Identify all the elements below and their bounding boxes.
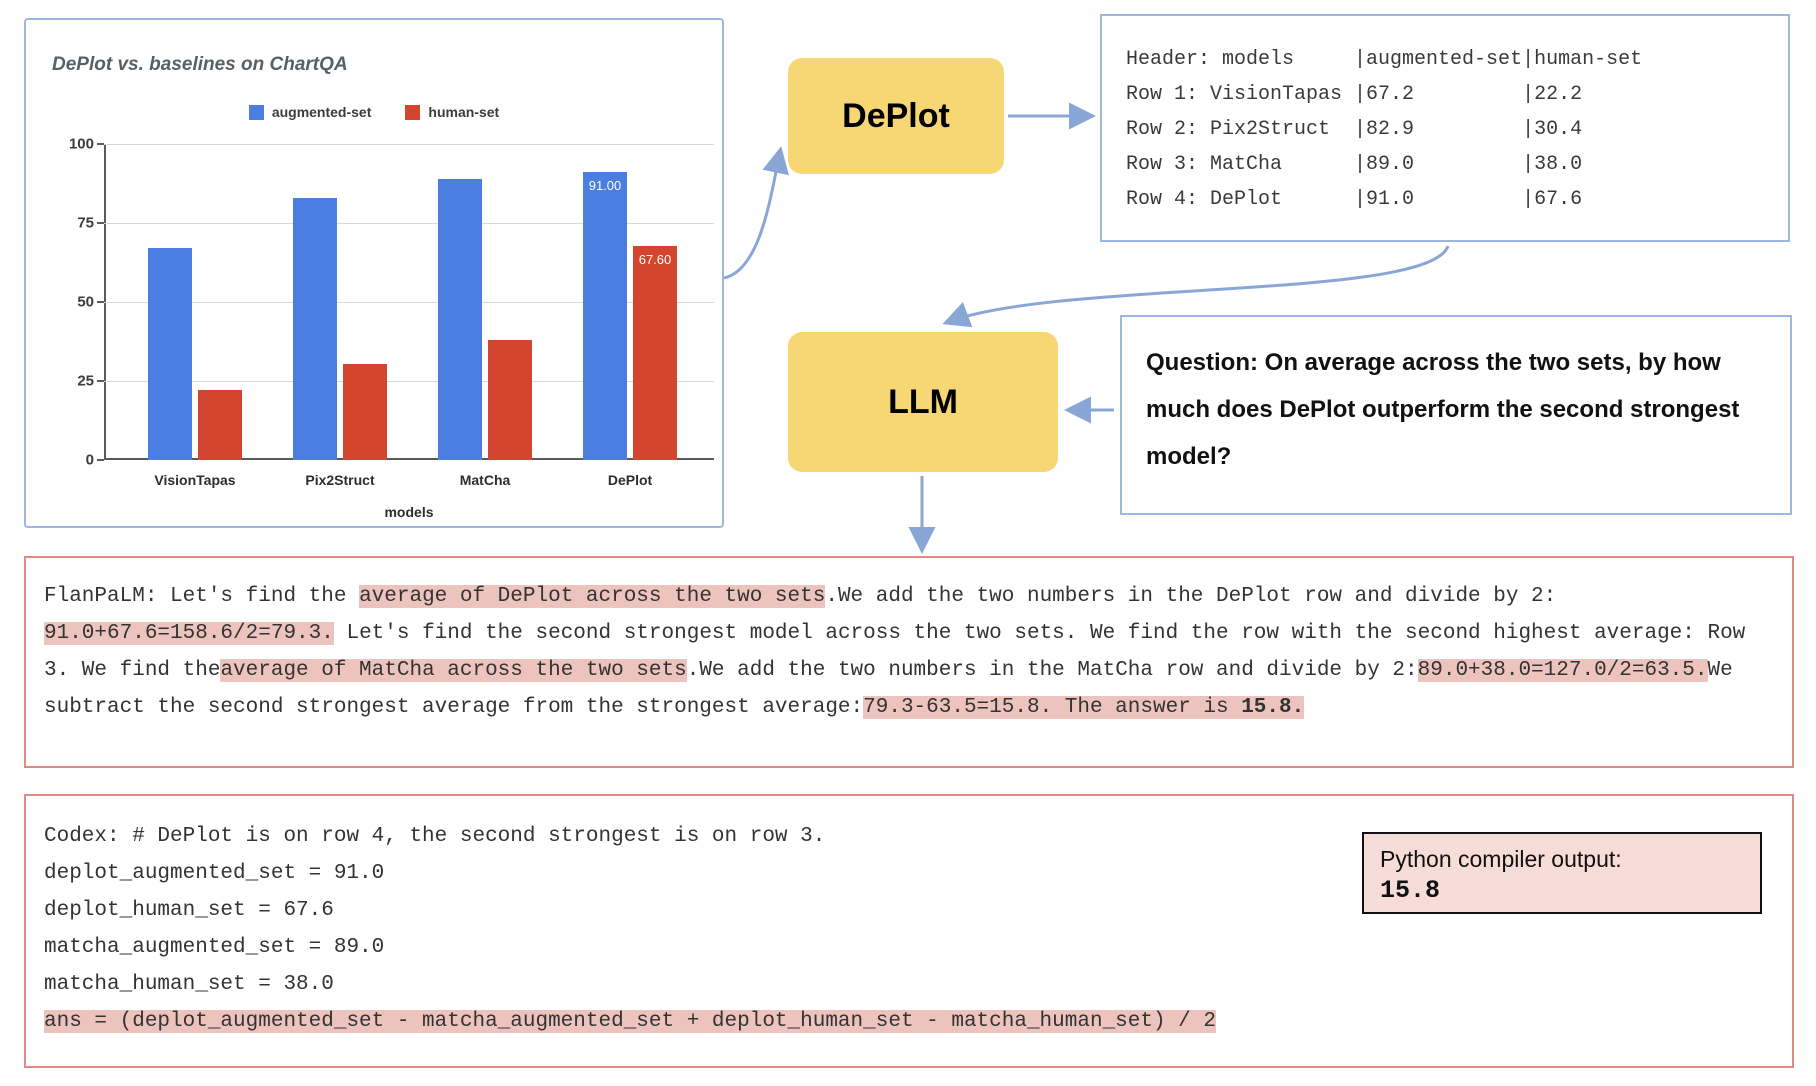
chart-legend [26,104,722,120]
bar-visiontapas-augmented [148,248,192,460]
flanpalm-seg1: FlanPaLM: Let's find the [44,585,360,608]
question-panel: Question: On average across the two sets, by how much does DePlot outperform the second strongest model? [1120,315,1792,515]
legend-entry-human [405,104,499,120]
ytick-label-25: 25 [77,372,94,390]
ytick-mark-0 [97,459,104,461]
codex-line-matcha-human: matcha_human_set = 38.0 [44,973,334,996]
codex-line-answer: ans = (deplot_augmented_set - matcha_augmented_set + deplot_human_set - matcha_human_set) / 2 [44,1010,1216,1033]
chart-title: DePlot vs. baselines on ChartQA [52,54,348,75]
table-row: Row 4: DePlot |91.0 |67.6 [1126,188,1583,211]
bar-deplot-human [633,246,677,460]
flanpalm-highlight-1: average of DePlot across the two sets [359,585,826,608]
bar-pix2struct-human [343,364,387,460]
ytick-label-100: 100 [68,135,94,153]
ytick-label-0: 0 [85,451,94,469]
ytick-label-75: 75 [77,214,94,232]
bar-deplot-augmented [583,172,627,460]
legend-label-augmented: augmented-set [271,104,372,120]
compiler-output-label: Python compiler output: [1380,846,1622,872]
flanpalm-seg9: We subtract the second strongest average from the strongest average: [44,659,1733,719]
deplot-node[interactable]: DePlot [788,58,1004,174]
codex-line-matcha-aug: matcha_augmented_set = 89.0 [44,936,385,959]
ytick-mark-100 [97,143,104,145]
plot-area [68,135,714,488]
table-row: Row 1: VisionTapas |67.2 |22.2 [1126,83,1583,106]
xtick-label-deplot: DePlot [607,472,653,488]
flanpalm-highlight-4: 89.0+38.0=127.0/2=63.5. [1417,659,1708,682]
flanpalm-seg3: .We add the two numbers in the DePlot row and divide by 2: [825,585,1557,608]
bar-group-pix2struct [279,144,401,488]
codex-line-comment: Codex: # DePlot is on row 4, the second strongest is on row 3. [44,825,826,848]
llm-node[interactable]: LLM [788,332,1058,472]
bar-matcha-augmented [438,179,482,460]
arrow-table-to-llm [948,246,1448,322]
xtick-label-pix2struct: Pix2Struct [305,472,375,488]
flanpalm-highlight-2: 91.0+67.6=158.6/2=79.3. [44,622,334,645]
ytick-label-50: 50 [77,293,94,311]
table-row: Row 3: MatCha |89.0 |38.0 [1126,153,1583,176]
flanpalm-seg5: Let's find the second strongest model across the two sets. We find the row with the second highest average: Row 3. We find the [44,622,1746,682]
flanpalm-highlight-5: 79.3-63.5=15.8. The answer is [863,696,1242,719]
xtick-label-visiontapas: VisionTapas [154,472,236,488]
bar-pix2struct-augmented [293,198,337,460]
python-compiler-output-box [1362,832,1762,914]
bar-value-label-deplot-augmented: 91.00 [588,178,622,194]
x-axis-title: models [384,504,434,520]
flanpalm-final-answer: 15.8. [1241,696,1305,719]
deplot-table-panel [1100,14,1790,242]
chart-panel [24,18,724,528]
bar-group-deplot [569,144,691,488]
flanpalm-answer-panel [24,556,1794,768]
legend-entry-augmented [249,104,372,120]
codex-line-deplot-human: deplot_human_set = 67.6 [44,899,334,922]
arrow-chart-to-deplot [724,152,780,278]
bar-group-matcha [424,144,546,488]
bar-group-visiontapas [134,144,256,488]
ytick-mark-50 [97,301,104,303]
flanpalm-highlight-3: average of MatCha across the two sets [220,659,687,682]
ytick-mark-25 [97,380,104,382]
xtick-label-matcha: MatCha [459,472,511,488]
table-row: Row 2: Pix2Struct |82.9 |30.4 [1126,118,1583,141]
legend-label-human: human-set [428,104,500,120]
table-row: Header: models |augmented-set|human-set [1126,48,1643,71]
flanpalm-seg7: .We add the two numbers in the MatCha row and divide by 2: [686,659,1418,682]
ytick-mark-75 [97,222,104,224]
bar-value-label-deplot-human: 67.60 [638,252,672,268]
legend-swatch-augmented [249,105,264,120]
compiler-output-value: 15.8 [1380,876,1441,905]
legend-swatch-human [405,105,420,120]
codex-line-deplot-aug: deplot_augmented_set = 91.0 [44,862,385,885]
bar-matcha-human [488,340,532,460]
bar-visiontapas-human [198,390,242,460]
